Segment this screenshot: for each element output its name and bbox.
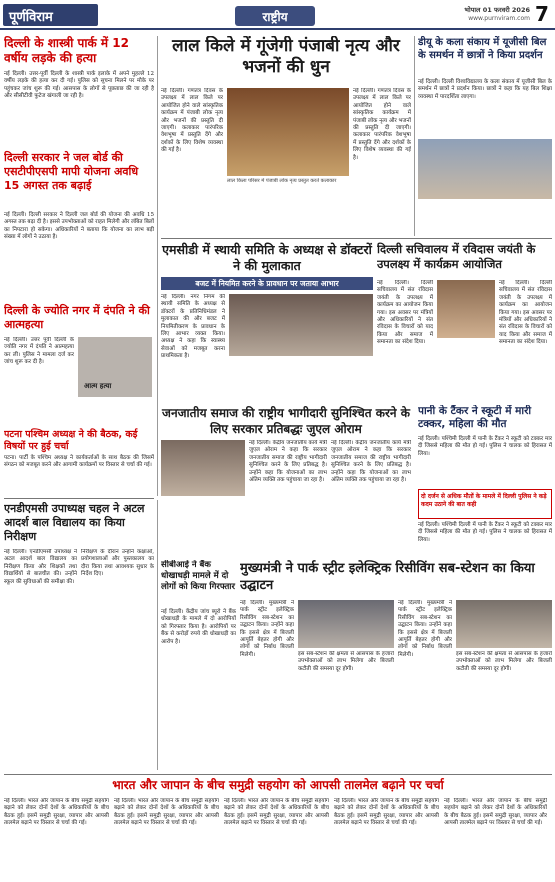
article-headline: दिल्ली सचिवालय में रविदास जयंती के उपलक्ष्य में कार्यक्रम आयोजित [377, 242, 536, 271]
article-body: नई दिल्ली। उत्तर-पूर्वी दिल्ली के शास्त्री पार्क इलाके में अपने मुहल्ले 12 वर्षीय लड़के की हत्या कर दी गई। पुलिस को सूचना मिलने पर मौके पर पहुंचकर जांच शुरू की गई। आसपास के लोगों से पूछताछ की जा रही है और सीसीटीवी फुटेज खंगाली जा रही है। [4, 71, 154, 100]
photo-caption: लाल किला परिसर में पंजाबी लोक नृत्य प्रस्तुत करते कलाकार [227, 178, 337, 184]
highlight-box: दो दर्जन से अधिक मौतों के मामले में दिल्ली पुलिस ने कड़े कदम उठाने की बात कही [418, 489, 552, 519]
article-body: नई दिल्ली। दिल्ली विश्वविद्यालय के कला संकाय में यूजीसी बिल के समर्थन में छात्रों ने प्रदर्शन किया। छात्रों ने कहा कि यह बिल शिक्षा व्यवस्था में पारदर्शिता लाएगा। [418, 79, 552, 100]
article-body: नई दिल्ली। पश्चिमी दिल्ली में पानी के टैंकर ने स्कूटी को टक्कर मार दी जिससे महिला की मौत हो गई। पुलिस ने चालक को हिरासत में लिया। [418, 436, 552, 457]
edition-date: भोपाल 01 फरवरी 2026 [464, 6, 530, 14]
brand-name: पूर्णविराम [9, 10, 53, 25]
article-headline: दिल्ली के ज्योति नगर में दंपति ने की आत्महत्या [4, 304, 150, 331]
article-body: पटना। पार्टी के पश्चिम अध्यक्ष ने कार्यकर्ताओं के साथ बैठक की जिसमें संगठन को मजबूत करने और आगामी कार्यक्रमों पर विस्तार से चर्चा की गई। [4, 455, 154, 469]
article-headline: जनजातीय समाज की राष्ट्रीय भागीदारी सुनिश्चित करने के लिए सरकार प्रतिबद्धः जुएल ओराम [162, 406, 410, 436]
sub-headline: बजट में नियमित करने के प्रावधान पर जताया आभार [161, 277, 373, 290]
article-body: नई दिल्ली। केंद्रीय जनजातीय कार्य मंत्री जुएल ओराम ने कहा कि सरकार जनजातीय समाज की राष्ट्रीय भागीदारी सुनिश्चित करने के लिए प्रतिबद्ध है। उन्होंने कहा कि योजनाओं का लाभ अंतिम व्यक्ति तक पहुंचाया जा रहा है। [249, 440, 327, 484]
article-body: नई दिल्ली। केंद्रीय जांच ब्यूरो ने बैंक धोखाधड़ी के मामले में दो आरोपियों को गिरफ्तार किया है। आरोपियों पर बैंक से करोड़ों रुपये की धोखाधड़ी का आरोप है। [161, 609, 236, 645]
article-body: नई दिल्ली। गणतंत्र दिवस के उपलक्ष्य में लाल किले पर आयोजित होने वाले सांस्कृतिक कार्यक्रम में पंजाबी लोक नृत्य और भजनों की प्रस्तुति दी जाएगी। कलाकार पारंपरिक वेशभूषा में प्रस्तुति देंगे और दर्शकों के लिए विशेष व्यवस्था की गई है। [353, 88, 411, 161]
article-body: नई दिल्ली। नगर निगम की स्थायी समिति के अध्यक्ष से डॉक्टरों के प्रतिनिधिमंडल ने मुलाकात की और बजट में नियमितीकरण के प्रावधान के लिए आभार व्यक्त किया। अध्यक्ष ने कहा कि स्वास्थ्य सेवाओं को मजबूत करना प्राथमिकता है। [161, 294, 225, 360]
news-photo [456, 600, 552, 648]
du-article [418, 36, 552, 236]
article-body: नई दिल्ली। दिल्ली सचिवालय में संत रविदास जयंती के उपलक्ष्य में कार्यक्रम का आयोजन किया गया। इस अवसर पर मंत्रियों और अधिकारियों ने संत रविदास के विचारों को याद किया और समाज में समानता का संदेश दिया। [377, 280, 433, 346]
cm-article [240, 560, 552, 770]
brand-logo [3, 4, 98, 26]
janjati-article [161, 405, 411, 555]
article-body: इस सब-स्टेशन की क्षमता से आसपास के हजारों उपभोक्ताओं को लाभ मिलेगा और बिजली कटौती की समस्या दूर होगी। [456, 651, 552, 672]
left-column [4, 36, 154, 496]
cbi-article [161, 560, 236, 770]
masthead [0, 0, 555, 30]
article-headline: मुख्यमंत्री ने पार्क स्ट्रीट इलेक्ट्रिक रिसीविंग सब-स्टेशन का किया उद्घाटन [240, 561, 535, 593]
website: www.purnviram.com [468, 15, 530, 22]
section-tab [235, 6, 315, 26]
article-body: नई दिल्ली। मुख्यमंत्री ने पार्क स्ट्रीट इलेक्ट्रिक रिसीविंग सब-स्टेशन का उद्घाटन किया। उन्होंने कहा कि इससे क्षेत्र में बिजली आपूर्ति बेहतर होगी और लोगों को निर्बाध बिजली मिलेगी। [240, 600, 294, 658]
ndmc-article [4, 502, 154, 772]
article-body: नई दिल्ली। केंद्रीय जनजातीय कार्य मंत्री जुएल ओराम ने कहा कि सरकार जनजातीय समाज की राष्ट्रीय भागीदारी सुनिश्चित करने के लिए प्रतिबद्ध है। उन्होंने कहा कि योजनाओं का लाभ अंतिम व्यक्ति तक पहुंचाया जा रहा है। [331, 440, 411, 484]
section-divider [4, 498, 154, 499]
article-headline: सीबीआई ने बैंक धोखाधड़ी मामले में दो लोगों को किया गिरफ्तार [161, 560, 235, 592]
news-photo [229, 294, 373, 356]
article-body: नई दिल्ली। भारत और जापान के बीच समुद्री सहयोग बढ़ाने को लेकर दोनों देशों के अधिकारियों के बीच बैठक हुई। इसमें समुद्री सुरक्षा, व्यापार और आपसी तालमेल बढ़ाने पर विस्तार से चर्चा की गई। [114, 798, 219, 827]
article-body: नई दिल्ली। भारत और जापान के बीच समुद्री सहयोग बढ़ाने को लेकर दोनों देशों के अधिकारियों के बीच बैठक हुई। इसमें समुद्री सुरक्षा, व्यापार और आपसी तालमेल बढ़ाने पर विस्तार से चर्चा की गई। [444, 798, 547, 827]
page-number: 7 [535, 2, 549, 26]
article-body: नई दिल्ली। गणतंत्र दिवस के उपलक्ष्य में लाल किले पर आयोजित होने वाले सांस्कृतिक कार्यक्रम में पंजाबी लोक नृत्य और भजनों की प्रस्तुति दी जाएगी। कलाकार पारंपरिक वेशभूषा में प्रस्तुति देंगे और दर्शकों के लिए विशेष व्यवस्था की गई है। [161, 88, 223, 154]
article-headline: दिल्ली के शास्त्री पार्क में 12 वर्षीय लड़के की हत्या [4, 36, 129, 65]
section-divider [4, 774, 552, 775]
column-divider [157, 36, 158, 496]
article-headline: एमसीडी में स्थायी समिति के अध्यक्ष से डॉक्टरों ने की मुलाकात [162, 242, 372, 273]
section-title: राष्ट्रीय [262, 10, 288, 24]
column-divider [414, 36, 415, 236]
news-photo [418, 139, 552, 199]
article-headline: भारत और जापान के बीच समुद्री सहयोग को आपसी तालमेल बढ़ाने पर चर्चा [112, 778, 444, 792]
bottom-article [4, 778, 552, 880]
news-photo [298, 600, 394, 648]
article-body: निरीक्षण के दौरान उन्होंने कक्षाओं, प्रयोगशालाओं और पुस्तकालय का दौरा किया तथा आवश्यक सुधार के निर्देश दिए। [81, 549, 154, 578]
center-top-article [161, 36, 411, 236]
article-body: इस सब-स्टेशन की क्षमता से आसपास के हजारों उपभोक्ताओं को लाभ मिलेगा और बिजली कटौती की समस्या दूर होगी। [298, 651, 394, 672]
article-body: नई दिल्ली। भारत और जापान के बीच समुद्री सहयोग बढ़ाने को लेकर दोनों देशों के अधिकारियों के बीच बैठक हुई। इसमें समुद्री सुरक्षा, व्यापार और आपसी तालमेल बढ़ाने पर विस्तार से चर्चा की गई। [334, 798, 439, 827]
tanker-article [418, 405, 552, 555]
column-divider [157, 500, 158, 770]
article-body: नई दिल्ली। भारत और जापान के बीच समुद्री सहयोग बढ़ाने को लेकर दोनों देशों के अधिकारियों के बीच बैठक हुई। इसमें समुद्री सुरक्षा, व्यापार और आपसी तालमेल बढ़ाने पर विस्तार से चर्चा की गई। [4, 798, 109, 827]
article-body: नई दिल्ली। मुख्यमंत्री ने पार्क स्ट्रीट इलेक्ट्रिक रिसीविंग सब-स्टेशन का उद्घाटन किया। उन्होंने कहा कि इससे क्षेत्र में बिजली आपूर्ति बेहतर होगी और लोगों को निर्बाध बिजली मिलेगी। [398, 600, 452, 658]
photo-caption: आत्म हत्या [84, 382, 112, 390]
news-photo [161, 440, 245, 496]
lead-headline: लाल किले में गूंजेगी पंजाबी नृत्य और भजनों की धुन [172, 36, 400, 77]
article-headline: एनडीएमसी उपाध्यक्ष चहल ने अटल आदर्श बाल विद्यालय का किया निरीक्षण [4, 502, 145, 543]
article-headline: पानी के टैंकर ने स्कूटी में मारी टक्कर, महिला की मौत [418, 405, 532, 430]
article-body: नई दिल्ली। दिल्ली सचिवालय में संत रविदास जयंती के उपलक्ष्य में कार्यक्रम का आयोजन किया गया। इस अवसर पर मंत्रियों और अधिकारियों ने संत रविदास के विचारों को याद किया और समाज में समानता का संदेश दिया। [499, 280, 552, 346]
article-body: नई दिल्ली। दिल्ली सरकार ने दिल्ली जल बोर्ड की योजना की अवधि 15 अगस्त तक बढ़ा दी है। इससे उपभोक्ताओं को राहत मिलेगी और लंबित बिलों का निपटारा हो सकेगा। अधिकारियों ने बताया कि योजना का लाभ बड़ी संख्या में लोगों ने उठाया है। [4, 212, 154, 241]
article-body: नई दिल्ली। पश्चिमी दिल्ली में पानी के टैंकर ने स्कूटी को टक्कर मार दी जिससे महिला की मौत हो गई। पुलिस ने चालक को हिरासत में लिया। [418, 522, 552, 543]
mcd-article [161, 242, 373, 402]
news-photo [437, 280, 495, 338]
section-divider [161, 238, 552, 239]
article-headline: पटना पश्चिम अध्यक्ष ने की बैठक, कई विषयों पर हुई चर्चा [4, 429, 138, 452]
article-headline: दिल्ली सरकार ने जल बोर्ड की एसटीपीएसपी मापी योजना अवधि 15 अगस्त तक बढ़ाई [4, 151, 139, 192]
article-body: नई दिल्ली। एनडीएमसी उपाध्यक्ष ने अटल आदर्श बाल विद्यालय का निरीक्षण किया और शिक्षकों तथा विद्यार्थियों से बातचीत की। उन्होंने स्कूल की सुविधाओं की समीक्षा की। [4, 549, 77, 585]
article-body: नई दिल्ली। उत्तर पूर्वी दिल्ली के ज्योति नगर में दंपति ने आत्महत्या कर ली। पुलिस ने मामला दर्ज कर जांच शुरू कर दी है। [4, 337, 74, 366]
news-photo [227, 88, 349, 176]
article-headline: डीयू के कला संकाय में यूजीसी बिल के समर्थन में छात्रों ने किया प्रदर्शन [418, 37, 547, 61]
news-photo [78, 337, 152, 397]
article-body: नई दिल्ली। भारत और जापान के बीच समुद्री सहयोग बढ़ाने को लेकर दोनों देशों के अधिकारियों के बीच बैठक हुई। इसमें समुद्री सुरक्षा, व्यापार और आपसी तालमेल बढ़ाने पर विस्तार से चर्चा की गई। [224, 798, 329, 827]
ravidas-article [377, 242, 552, 402]
